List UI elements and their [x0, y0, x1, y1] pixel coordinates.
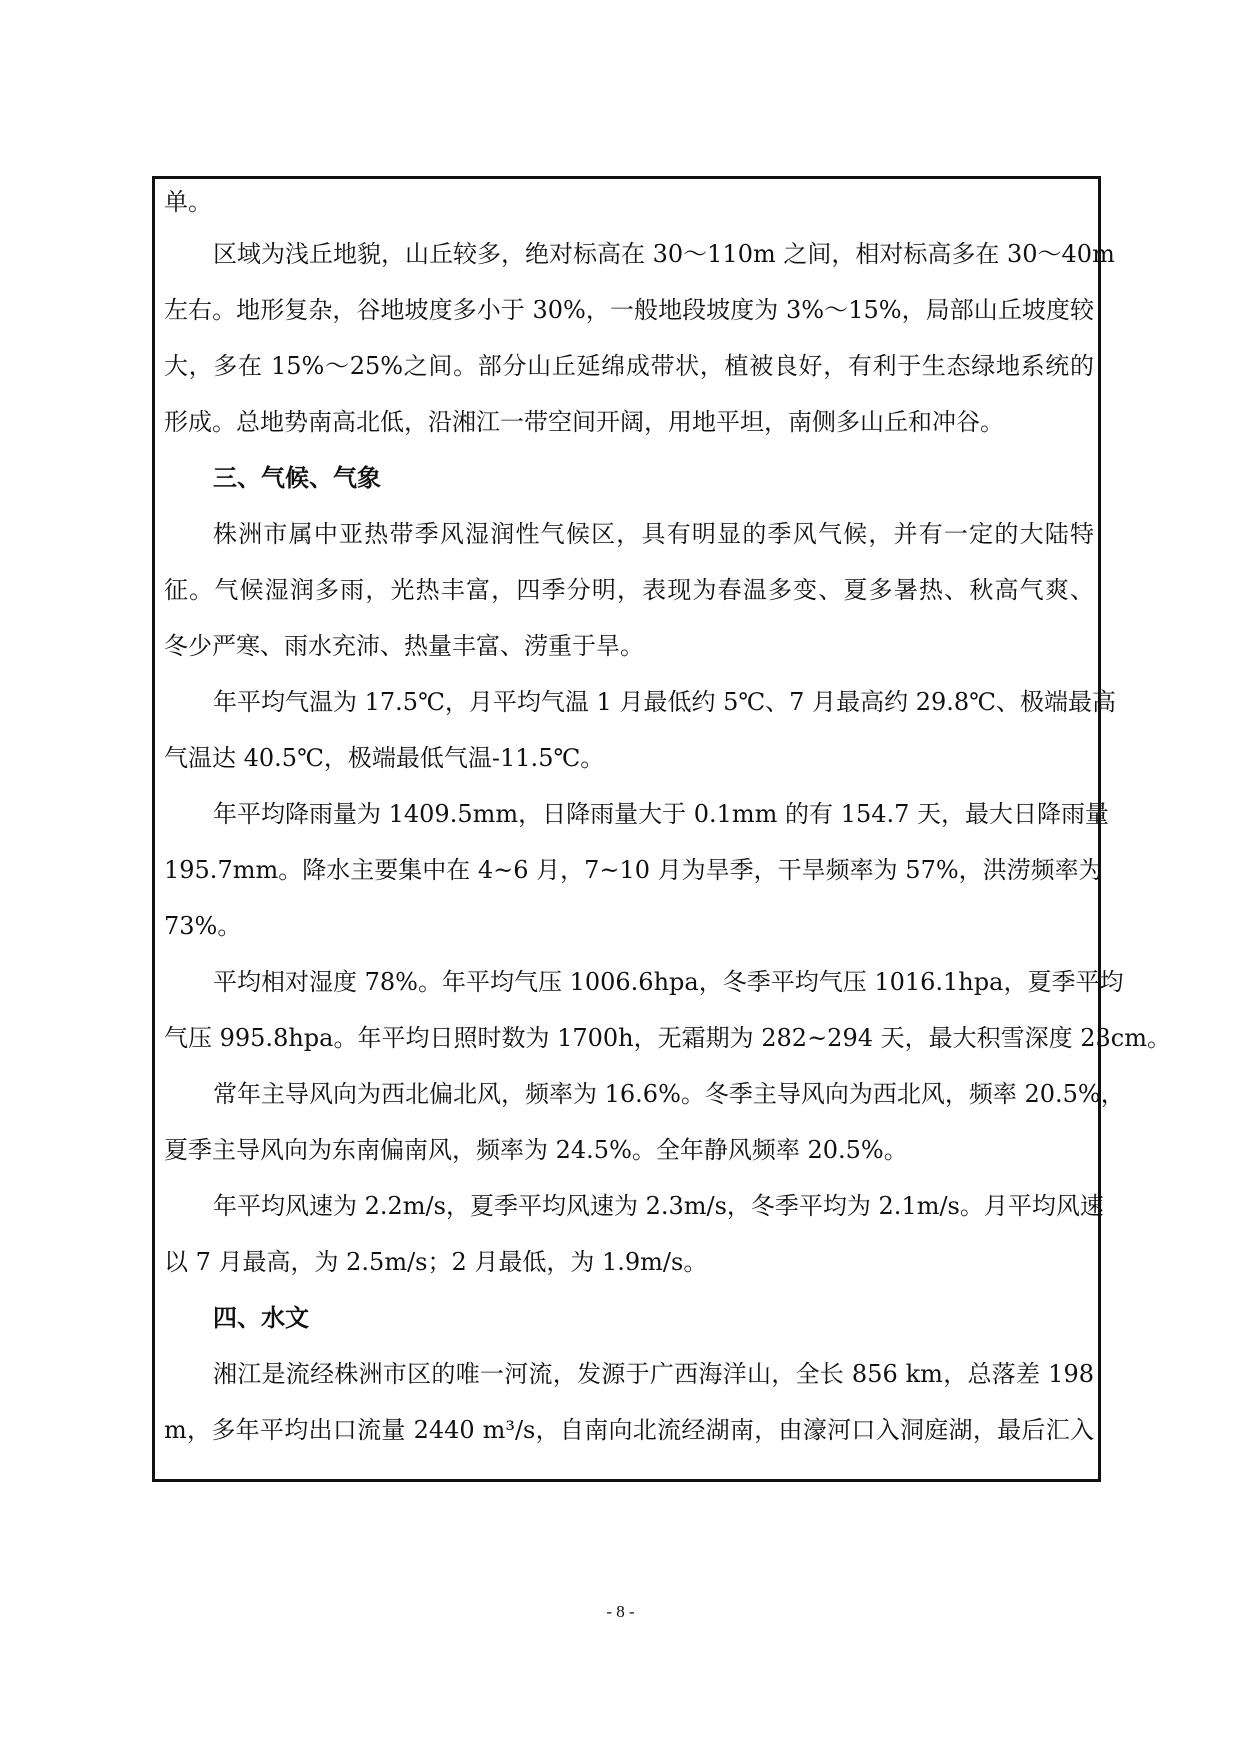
text-line: 单。	[164, 188, 212, 216]
text-line: 区域为浅丘地貌，山丘较多，绝对标高在 30～110m 之间，相对标高多在 30～40m	[213, 240, 1115, 268]
text-line: 征。气候湿润多雨，光热丰富，四季分明，表现为春温多变、夏多暑热、秋高气爽、	[164, 576, 1094, 604]
text-line: 以 7 月最高，为 2.5m/s；2 月最低，为 1.9m/s。	[164, 1248, 708, 1276]
text-line: 冬少严寒、雨水充沛、热量丰富、涝重于旱。	[164, 632, 644, 660]
text-line: 气温达 40.5℃，极端最低气温-11.5℃。	[164, 744, 605, 772]
section-heading: 四、水文	[213, 1303, 309, 1332]
text-line: 大，多在 15%～25%之间。部分山丘延绵成带状，植被良好，有利于生态绿地系统的	[164, 352, 1094, 380]
text-line: 常年主导风向为西北偏北风，频率为 16.6%。冬季主导风向为西北风，频率 20.5%，	[213, 1080, 1125, 1108]
text-line: 气压 995.8hpa。年平均日照时数为 1700h，无霜期为 282~294 天，最大积雪深度 23cm。	[164, 1024, 1171, 1052]
text-line: m，多年平均出口流量 2440 m³/s，自南向北流经湖南，由濠河口入洞庭湖，最后汇入	[164, 1416, 1094, 1444]
text-line: 夏季主导风向为东南偏南风，频率为 24.5%。全年静风频率 20.5%。	[164, 1136, 908, 1164]
text-line: 左右。地形复杂，谷地坡度多小于 30%，一般地段坡度为 3%～15%，局部山丘坡度较	[164, 296, 1094, 324]
text-line: 湘江是流经株洲市区的唯一河流，发源于广西海洋山，全长 856 km，总落差 198	[213, 1360, 1094, 1388]
text-line: 平均相对湿度 78%。年平均气压 1006.6hpa，冬季平均气压 1016.1hpa，夏季平均	[213, 968, 1124, 996]
text-line: 195.7mm。降水主要集中在 4~6 月，7~10 月为旱季，干旱频率为 57%，洪涝频率为	[164, 856, 1103, 884]
page-number: - 8 -	[606, 1602, 635, 1621]
text-line: 形成。总地势南高北低，沿湘江一带空间开阔，用地平坦，南侧多山丘和冲谷。	[164, 408, 1004, 436]
text-line: 年平均风速为 2.2m/s，夏季平均风速为 2.3m/s，冬季平均为 2.1m/s。月平均风速	[213, 1192, 1104, 1220]
text-line: 73%。	[164, 912, 242, 940]
text-line: 年平均降雨量为 1409.5mm，日降雨量大于 0.1mm 的有 154.7 天，最大日降雨量	[213, 800, 1110, 828]
text-line: 株洲市属中亚热带季风湿润性气候区，具有明显的季风气候，并有一定的大陆特	[213, 520, 1094, 548]
section-heading: 三、气候、气象	[213, 463, 381, 492]
text-line: 年平均气温为 17.5℃，月平均气温 1 月最低约 5℃、7 月最高约 29.8℃、极端最高	[213, 688, 1116, 716]
